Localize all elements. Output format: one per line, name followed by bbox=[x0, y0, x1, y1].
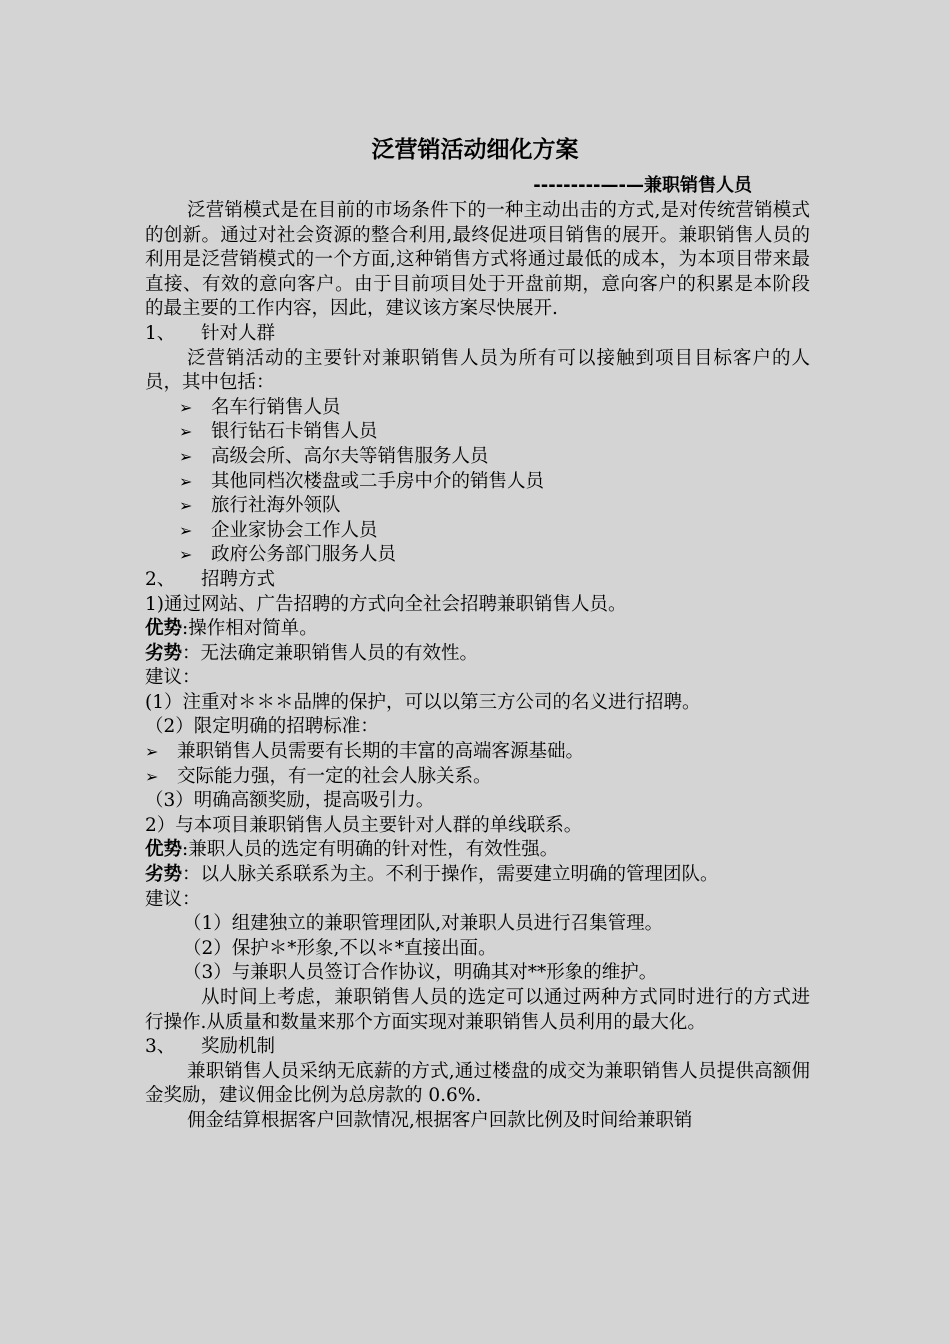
section2-title: 招聘方式 bbox=[201, 568, 276, 590]
arrow-bullet-icon: ➢ bbox=[179, 446, 193, 466]
list-item: ➢ 政府公务部门服务人员 bbox=[145, 543, 810, 568]
document-subtitle: ---------—-—兼职销售人员 bbox=[533, 175, 752, 196]
list-item: ➢ 企业家协会工作人员 bbox=[145, 519, 810, 544]
section3-title: 奖励机制 bbox=[201, 1036, 276, 1058]
section1-heading bbox=[145, 322, 810, 347]
section3-heading bbox=[145, 1035, 810, 1060]
section3-text-2: 佣金结算根据客户回款情况,根据客户回款比例及时间给兼职销 bbox=[187, 1109, 693, 1131]
arrow-bullet-icon: ➢ bbox=[179, 471, 193, 491]
method2-disadvantage: 劣势：以人脉关系联系为主。不利于操作，需要建立明确的管理团队。 bbox=[145, 864, 719, 886]
method1-suggestion-1: (1）注重对＊＊＊品牌的保护，可以以第三方公司的名义进行招聘。 bbox=[145, 691, 701, 713]
advantage-label: 优势 bbox=[145, 618, 183, 640]
list-item: ➢ 银行钻石卡销售人员 bbox=[145, 420, 810, 445]
advantage-label: 优势 bbox=[145, 839, 183, 861]
method1-suggestion-3: （3）明确高额奖励，提高吸引力。 bbox=[145, 790, 435, 812]
arrow-bullet-icon: ➢ bbox=[179, 520, 193, 540]
document-title: 泛营销活动细化方案 bbox=[371, 137, 579, 163]
document-body bbox=[145, 199, 810, 1134]
requirement-list bbox=[145, 740, 810, 789]
method2-suggestion-2: （2）保护＊*形象,不以＊*直接出面。 bbox=[183, 937, 497, 959]
arrow-bullet-icon: ➢ bbox=[179, 545, 193, 565]
list-item: ➢ 兼职销售人员需要有长期的丰富的高端客源基础。 bbox=[145, 740, 810, 765]
arrow-bullet-icon: ➢ bbox=[145, 742, 159, 762]
list-item: ➢ 高级会所、高尔夫等销售服务人员 bbox=[145, 445, 810, 470]
method1-disadvantage: 劣势：无法确定兼职销售人员的有效性。 bbox=[145, 642, 479, 664]
disadvantage-label: 劣势 bbox=[145, 864, 183, 886]
method1-suggestion-label: 建议： bbox=[145, 667, 201, 689]
arrow-bullet-icon: ➢ bbox=[179, 496, 193, 516]
section3-text-1: 兼职销售人员采纳无底薪的方式,通过楼盘的成交为兼职销售人员提供高额佣金奖励，建议佣金比例为总房款的 0.6%. bbox=[145, 1060, 810, 1107]
section1-number: 1、 bbox=[145, 322, 176, 344]
method2-advantage: 优势:兼职人员的选定有明确的针对性，有效性强。 bbox=[145, 839, 559, 861]
list-item: ➢ 名车行销售人员 bbox=[145, 396, 810, 421]
arrow-bullet-icon: ➢ bbox=[145, 766, 159, 786]
section1-title: 针对人群 bbox=[201, 322, 276, 344]
method1-title: 1)通过网站、广告招聘的方式向全社会招聘兼职销售人员。 bbox=[145, 593, 627, 615]
method1-suggestion-2: （2）限定明确的招聘标准： bbox=[145, 716, 379, 738]
intro-paragraph: 泛营销模式是在目前的市场条件下的一种主动出击的方式,是对传统营销模式的创新。通过对社会资源的整合利用,最终促进项目销售的展开。兼职销售人员的利用是泛营销模式的一个方面,这种销售方式将通过最低的成本，为本项目带来最直接、有效的意向客户。由于目前项目处于开盘前期，意向客户的积累是本阶段的最主要的工作内容，因此，建议该方案尽快展开. bbox=[145, 200, 810, 320]
disadvantage-label: 劣势 bbox=[145, 642, 183, 664]
list-item: ➢ 旅行社海外领队 bbox=[145, 494, 810, 519]
section3-number: 3、 bbox=[145, 1036, 176, 1058]
section2-number: 2、 bbox=[145, 568, 176, 590]
target-group-list bbox=[145, 396, 810, 568]
arrow-bullet-icon: ➢ bbox=[179, 422, 193, 442]
section1-text: 泛营销活动的主要针对兼职销售人员为所有可以接触到项目目标客户的人员，其中包括： bbox=[145, 347, 810, 394]
method2-suggestion-1: （1）组建独立的兼职管理团队,对兼职人员进行召集管理。 bbox=[183, 913, 664, 935]
section2-conclusion: 从时间上考虑，兼职销售人员的选定可以通过两种方式同时进行的方式进行操作.从质量和数量来那个方面实现对兼职销售人员利用的最大化。 bbox=[145, 987, 810, 1033]
list-item: ➢ 其他同档次楼盘或二手房中介的销售人员 bbox=[145, 470, 810, 495]
section2-heading bbox=[145, 568, 810, 593]
arrow-bullet-icon: ➢ bbox=[179, 397, 193, 417]
list-item: ➢ 交际能力强，有一定的社会人脉关系。 bbox=[145, 765, 810, 790]
method1-advantage: 优势:操作相对简单。 bbox=[145, 618, 318, 640]
method2-suggestion-3: （3）与兼职人员签订合作协议，明确其对**形象的维护。 bbox=[183, 962, 658, 984]
method2-suggestion-label: 建议： bbox=[145, 888, 201, 910]
method2-title: 2）与本项目兼职销售人员主要针对人群的单线联系。 bbox=[145, 814, 583, 836]
